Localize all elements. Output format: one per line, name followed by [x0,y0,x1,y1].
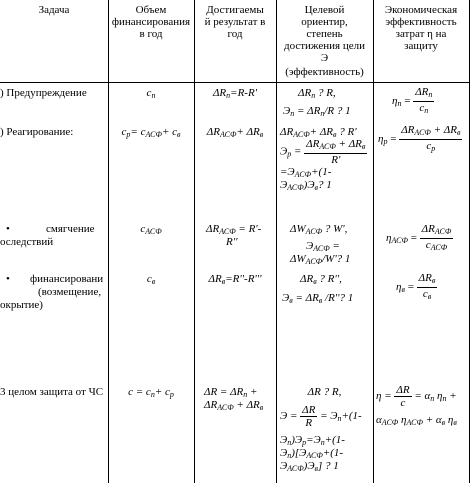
row-financing-task-3: окрытие) [0,299,43,311]
row-mitigation-task-1: смягчение [46,223,95,235]
row-mitigation-volume: cАСФ [140,223,162,236]
row-total-target-3: Эп)Эр=Эп+(1- [280,434,345,447]
row-prevention-volume: cп [146,87,156,100]
bullet-icon: • [6,273,10,285]
row-financing-result: ΔRв=R''-R''' [208,273,262,286]
column-divider [373,0,374,483]
row-financing-target-1: ΔRв ? R'', [300,273,342,286]
row-response-target-2: Эр = $\frac{\text{ΔRАСФ + ΔRв}}{R'}$ [280,138,366,166]
row-response-task: ) Реагирование: [0,126,74,138]
bullet-icon: • [6,223,10,235]
column-divider [108,0,109,483]
header-divider [0,82,470,83]
row-response-result: ΔRАСФ+ ΔRв [206,126,264,139]
row-mitigation-target-2: ЭАСФ = [306,240,340,253]
row-total-target-4: Эп)[ЭАСФ+(1- [280,447,344,460]
row-prevention-task: ) Предупреждение [0,87,87,99]
row-financing-efficiency: ηв = $\frac{\text{ΔRв}}{cв}$ [396,272,436,301]
row-total-result-1: ΔR = ΔRп + [204,386,258,399]
row-prevention-target-1: ΔRп ? R, [298,87,336,100]
row-total-target-2: Э = $\frac{\Delta R}{R}$ = Эп+(1- [280,404,362,429]
row-mitigation-result-1: ΔRАСФ = R'- [206,223,262,236]
row-total-efficiency-1: η = $\frac{\Delta R}{c}$ = αп ηп + [376,384,457,409]
row-prevention-target-2: Эп = ΔRп/R ? 1 [283,105,351,118]
row-mitigation-target-3: ΔWАСФ/W'? 1 [290,253,351,266]
row-response-volume: cр= cАСФ+ cв [121,126,181,139]
row-total-result-2: ΔRАСФ + ΔRв [204,399,264,412]
row-financing-volume: cв [146,273,156,286]
row-total-target-5: ЭАСФ)Эв] ? 1 [280,460,339,473]
row-total-task: 3 целом защита от ЧС [0,386,104,398]
row-total-volume: c = cп+ cр [128,386,174,399]
row-financing-task-2: (возмещение, [38,286,102,298]
row-response-efficiency: ηр = $\frac{\text{ΔRАСФ + ΔRв}}{cр}$ [378,124,461,153]
row-financing-task-1: финансировани [30,273,104,285]
row-mitigation-result-2: R'' [226,236,238,248]
row-mitigation-task-2: оследствий [0,236,54,248]
row-prevention-efficiency: ηп = $\frac{\text{ΔRп}}{cп}$ [392,86,433,115]
row-response-target-1: ΔRАСФ+ ΔRв ? R' [280,126,357,139]
row-total-efficiency-2: αАСФ ηАСФ + αв ηв [376,414,457,427]
row-response-target-4: ЭАСФ)Эв? 1 [280,179,332,192]
row-prevention-result: ΔRп=R-R' [212,87,258,100]
row-financing-target-2: Эв = ΔRв /R''? 1 [282,292,354,305]
row-total-target-1: ΔR ? R, [307,386,342,398]
row-response-target-3: =ЭАСФ+(1- [280,166,332,179]
header-task: Задача [38,4,70,16]
row-mitigation-target-1: ΔWАСФ ? W', [290,223,348,236]
column-divider [194,0,195,483]
efficiency-table: Задача Объем финансирования в год Достигаемы й результат в год Целевой ориентир, степень достижения цели Э (эффективность) Экономическая эффективность затрат η на защиту ) Предупреждение cп ΔRп=R-R' ΔRп ? R, Эп = ΔRп/R ? 1 ηп = $\frac{\text{ΔRп}}{cп}$ ) Реагирование: cр= cАСФ+ cв ΔRАСФ+ ΔRв ΔRАСФ+ ΔRв ? R' Эр = $\frac{\text{ΔRАСФ + ΔRв}}{R'}$ =ЭАСФ+(1- ЭАСФ)Эв? 1 ηр = $\frac{\text{ΔRАСФ + ΔRв}}{cр}$ • смягчение оследствий cАСФ ΔRАСФ = R'- R'' ΔWАСФ ? W', ЭАСФ = ΔWАСФ/W'? 1 ηАСФ = $\frac{\text{ΔRАСФ}}{\text{cАСФ}}$ • финансировани (возмещение, окрытие) cв ΔRв=R''-R''' ΔRв ? R'', Эв = ΔRв /R''? 1 ηв = $\frac{\text{ΔRв}}{cв}$ 3 целом защита от ЧС c = cп+ cр ΔR = ΔRп + ΔRАСФ + ΔRв ΔR ? R, Э = $\frac{\Delta R}{R}$ = Эп+(1- Эп)Эр=Эп+(1- Эп)[ЭАСФ+(1- ЭАСФ)Эв] ? 1 η = $\frac{\Delta R}{c}$ = αп ηп + αАСФ ηАСФ + αв ηв [0,0,470,483]
row-mitigation-efficiency: ηАСФ = $\frac{\text{ΔRАСФ}}{\text{cАСФ}}$ [386,223,452,252]
